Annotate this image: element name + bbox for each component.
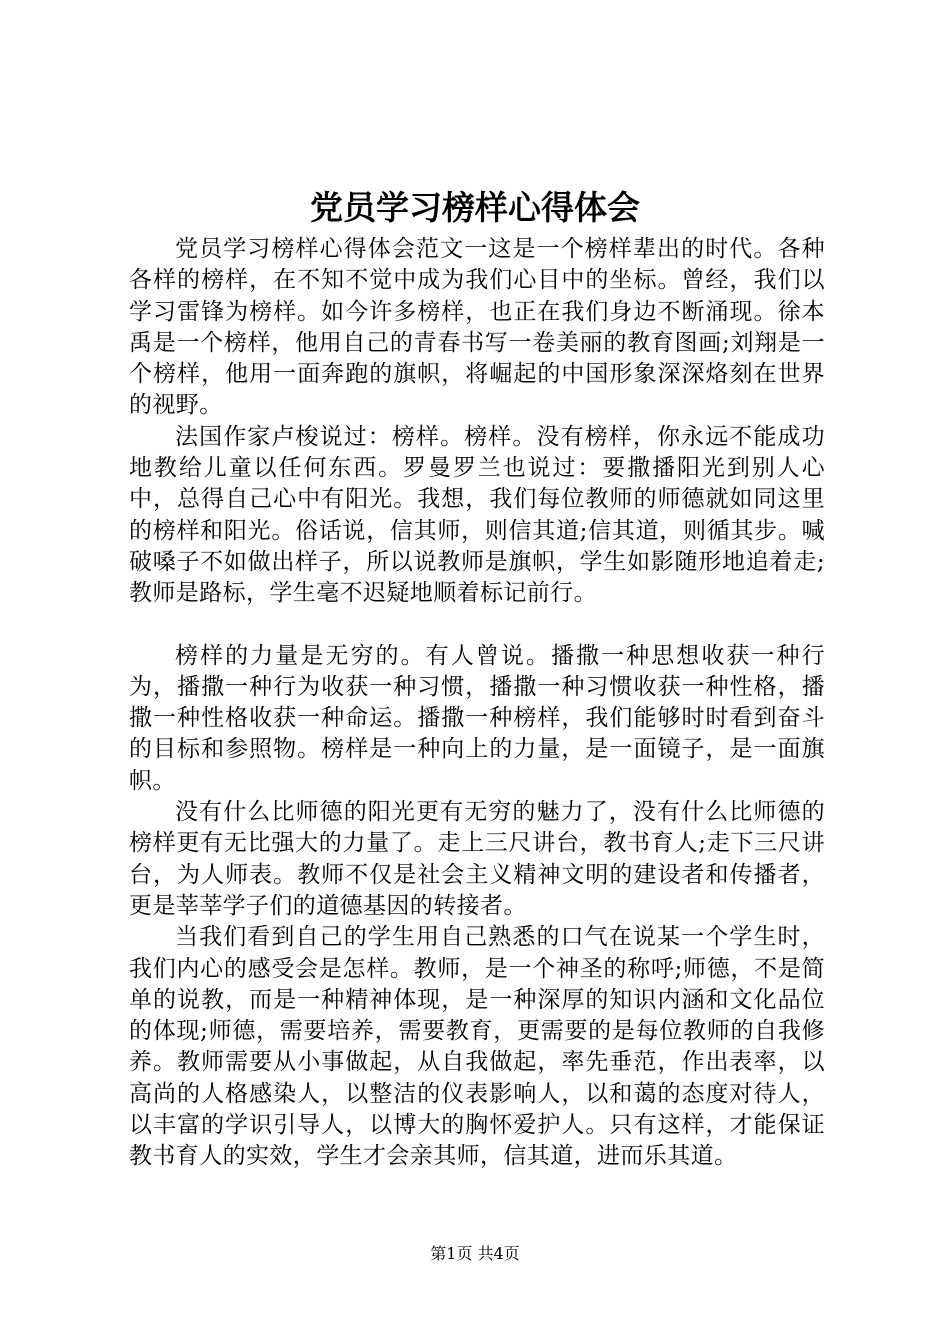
paragraph-5: 当我们看到自己的学生用自己熟悉的口气在说某一个学生时，我们内心的感受会是怎样。教师，是一个神圣的称呼;师德，不是简单的说教，而是一种精神体现，是一种深厚的知识内涵和文化品位的体现;师德，需要培养，需要教育，更需要的是每位教师的自我修养。教师需要从小事做起，从自我做起，率先垂范，作出表率，以高尚的人格感染人，以整洁的仪表影响人，以和蔼的态度对待人，以丰富的学识引导人，以博大的胸怀爱护人。只有这样，才能保证教书育人的实效，学生才会亲其师，信其道，进而乐其道。 — [129, 924, 825, 1170]
paragraph-4: 没有什么比师德的阳光更有无穷的魅力了，没有什么比师德的榜样更有无比强大的力量了。走上三尺讲台，教书育人;走下三尺讲台，为人师表。教师不仅是社会主义精神文明的建设者和传播者，更是莘莘学子们的道德基因的转接者。 — [129, 799, 825, 919]
paragraph-1: 党员学习榜样心得体会范文一这是一个榜样辈出的时代。各种各样的榜样，在不知不觉中成为我们心目中的坐标。曾经，我们以学习雷锋为榜样。如今许多榜样，也正在我们身边不断涌现。徐本禹是一个榜样，他用自己的青春书写一卷美丽的教育图画;刘翔是一个榜样，他用一面奔跑的旗帜，将崛起的中国形象深深烙刻在世界的视野。 — [129, 236, 825, 419]
paragraph-3: 榜样的力量是无穷的。有人曾说。播撒一种思想收获一种行为，播撒一种行为收获一种习惯，播撒一种习惯收获一种性格，播撒一种性格收获一种命运。播撒一种榜样，我们能够时时看到奋斗的目标和参照物。榜样是一种向上的力量，是一面镜子，是一面旗帜。 — [129, 642, 825, 794]
document-body — [129, 234, 825, 1173]
paragraph-2: 法国作家卢梭说过：榜样。榜样。没有榜样，你永远不能成功地教给儿童以任何东西。罗曼罗兰也说过：要撒播阳光到别人心中，总得自己心中有阳光。我想，我们每位教师的师德就如同这里的榜样和阳光。俗话说，信其师，则信其道;信其道，则循其步。喊破嗓子不如做出样子，所以说教师是旗帜，学生如影随形地追着走;教师是路标，学生毫不迟疑地顺着标记前行。 — [129, 423, 825, 607]
page-footer: 第1页 共4页 — [430, 1244, 520, 1263]
document-title: 党员学习榜样心得体会 — [310, 188, 640, 227]
